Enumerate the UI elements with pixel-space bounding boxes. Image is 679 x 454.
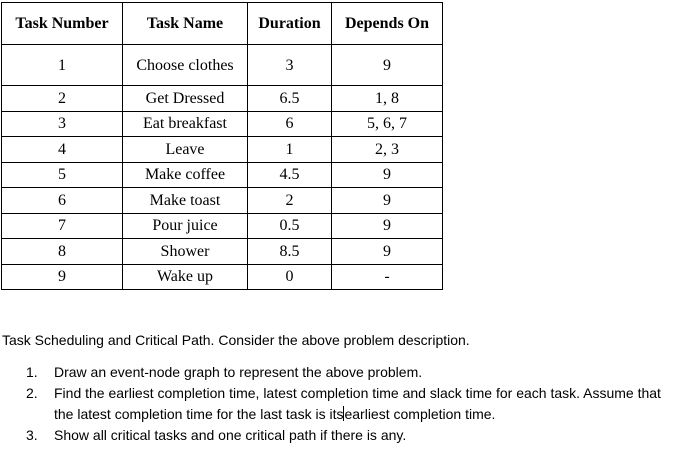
duration-cell: 2 bbox=[248, 188, 332, 214]
task-name-cell: Eat breakfast bbox=[123, 111, 248, 137]
depends-on-cell: 9 bbox=[332, 213, 443, 239]
task-name-cell: Get Dressed bbox=[123, 86, 248, 112]
task-number-cell: 5 bbox=[2, 162, 123, 188]
duration-cell: 6.5 bbox=[248, 86, 332, 112]
table-row bbox=[2, 137, 443, 163]
header-duration: Duration bbox=[248, 3, 332, 45]
list-item bbox=[26, 383, 676, 425]
task-name-cell: Pour juice bbox=[123, 213, 248, 239]
table-row bbox=[2, 45, 443, 86]
task-name-cell: Leave bbox=[123, 137, 248, 163]
question-list bbox=[26, 362, 676, 446]
table-row bbox=[2, 111, 443, 137]
duration-cell: 8.5 bbox=[248, 239, 332, 265]
depends-on-cell: 1, 8 bbox=[332, 86, 443, 112]
table-row bbox=[2, 188, 443, 214]
duration-cell: 0 bbox=[248, 264, 332, 290]
question-text-continued: earliest completion time. bbox=[344, 406, 496, 422]
table-row bbox=[2, 239, 443, 265]
depends-on-cell: 9 bbox=[332, 239, 443, 265]
list-item bbox=[26, 425, 676, 446]
task-name-cell: Wake up bbox=[123, 264, 248, 290]
header-depends-on: Depends On bbox=[332, 3, 443, 45]
header-task-name: Task Name bbox=[123, 3, 248, 45]
table-header-row bbox=[2, 3, 443, 45]
task-number-cell: 2 bbox=[2, 86, 123, 112]
depends-on-cell: 9 bbox=[332, 162, 443, 188]
table-row bbox=[2, 86, 443, 112]
table-row bbox=[2, 264, 443, 290]
header-task-number: Task Number bbox=[2, 3, 123, 45]
table-row bbox=[2, 162, 443, 188]
depends-on-cell: 2, 3 bbox=[332, 137, 443, 163]
problem-intro: Task Scheduling and Critical Path. Consider the above problem description. bbox=[2, 332, 470, 348]
task-number-cell: 7 bbox=[2, 213, 123, 239]
question-text: Show all critical tasks and one critical path if there is any. bbox=[54, 427, 407, 443]
task-number-cell: 8 bbox=[2, 239, 123, 265]
duration-cell: 6 bbox=[248, 111, 332, 137]
list-number: 3. bbox=[26, 427, 38, 443]
list-number: 2. bbox=[26, 385, 38, 401]
table-row bbox=[2, 213, 443, 239]
task-name-cell: Make coffee bbox=[123, 162, 248, 188]
depends-on-cell: 5, 6, 7 bbox=[332, 111, 443, 137]
duration-cell: 0.5 bbox=[248, 213, 332, 239]
task-name-cell: Choose clothes bbox=[123, 45, 248, 86]
duration-cell: 3 bbox=[248, 45, 332, 86]
depends-on-cell: 9 bbox=[332, 45, 443, 86]
question-text: Find the earliest completion time, latest completion time and slack time for each task. Assume that the latest completion time for the last task is its bbox=[54, 385, 661, 422]
task-number-cell: 3 bbox=[2, 111, 123, 137]
task-name-cell: Shower bbox=[123, 239, 248, 265]
depends-on-cell: - bbox=[332, 264, 443, 290]
list-item bbox=[26, 362, 676, 383]
task-number-cell: 1 bbox=[2, 45, 123, 86]
task-number-cell: 6 bbox=[2, 188, 123, 214]
question-text: Draw an event-node graph to represent the above problem. bbox=[54, 364, 423, 380]
depends-on-cell: 9 bbox=[332, 188, 443, 214]
list-number: 1. bbox=[26, 364, 38, 380]
duration-cell: 4.5 bbox=[248, 162, 332, 188]
task-table bbox=[1, 2, 443, 290]
task-number-cell: 9 bbox=[2, 264, 123, 290]
task-number-cell: 4 bbox=[2, 137, 123, 163]
duration-cell: 1 bbox=[248, 137, 332, 163]
task-name-cell: Make toast bbox=[123, 188, 248, 214]
